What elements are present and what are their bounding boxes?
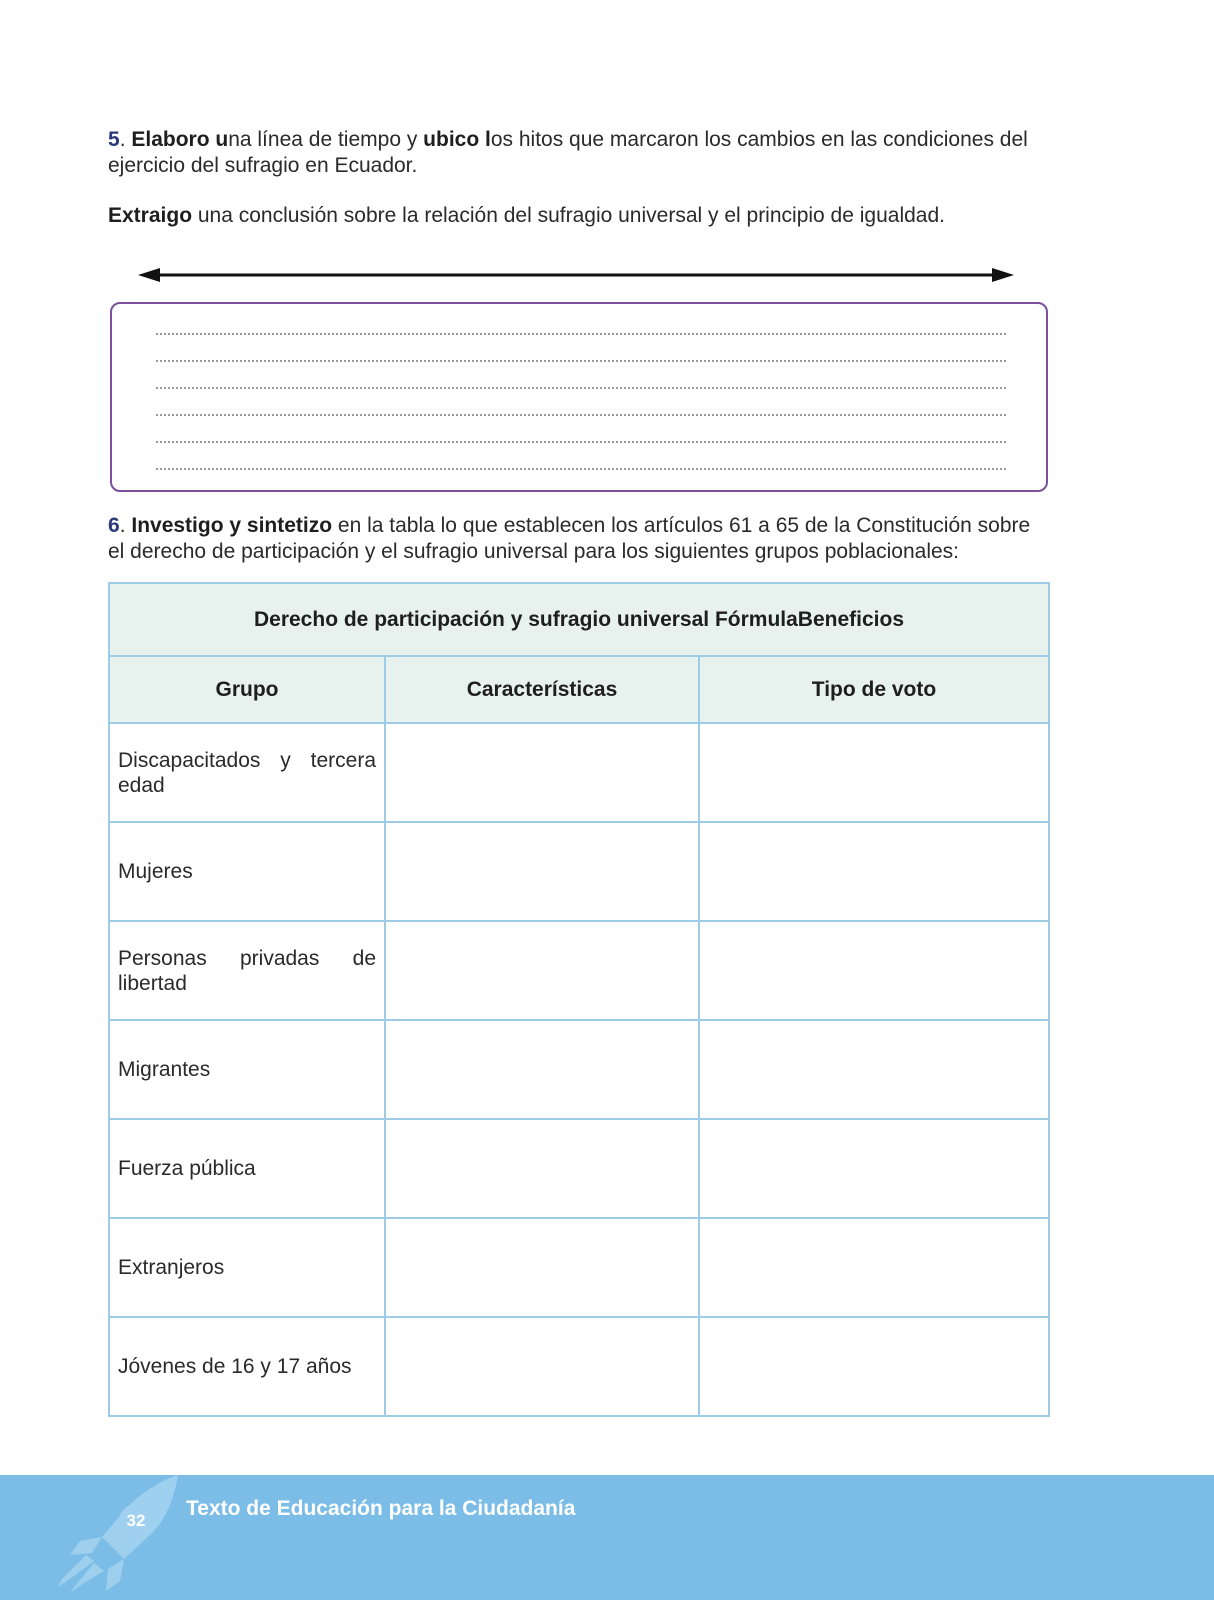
- group-label: Mujeres: [109, 822, 385, 921]
- table-row: [109, 1218, 1049, 1317]
- writing-line: [156, 360, 1006, 362]
- writing-line: [156, 414, 1006, 416]
- column-header-group: Grupo: [109, 656, 385, 723]
- exercise-number: 5: [108, 128, 120, 151]
- vote-type-cell[interactable]: [699, 1119, 1049, 1218]
- characteristics-cell[interactable]: [385, 1218, 699, 1317]
- characteristics-cell[interactable]: [385, 723, 699, 822]
- action-verb: ubico l: [423, 128, 491, 151]
- table-row: [109, 921, 1049, 1020]
- action-verb: Elaboro u: [131, 128, 229, 151]
- group-label: Discapacitados y tercera edad: [109, 723, 385, 822]
- group-label: Personas privadas de libertad: [109, 921, 385, 1020]
- vote-type-cell[interactable]: [699, 1020, 1049, 1119]
- group-label: Extranjeros: [109, 1218, 385, 1317]
- suffrage-table: [108, 582, 1050, 1417]
- group-label: Jóvenes de 16 y 17 años: [109, 1317, 385, 1416]
- column-header-characteristics: Características: [385, 656, 699, 723]
- table-row: [109, 1119, 1049, 1218]
- group-label: Fuerza pública: [109, 1119, 385, 1218]
- action-verb: Investigo y sintetizo: [131, 514, 333, 537]
- table-row: [109, 822, 1049, 921]
- characteristics-cell[interactable]: [385, 1020, 699, 1119]
- writing-line: [156, 333, 1006, 335]
- exercise-5-instruction: 5. Elaboro una línea de tiempo y ubico los hitos que marcaron los cambios en las condiciones del ejercicio del sufragio en Ecuador.: [108, 128, 1028, 177]
- answer-box[interactable]: [110, 302, 1048, 492]
- action-verb: Extraigo: [108, 204, 193, 227]
- writing-line: [156, 441, 1006, 443]
- vote-type-cell[interactable]: [699, 723, 1049, 822]
- writing-line: [156, 468, 1006, 470]
- vote-type-cell[interactable]: [699, 822, 1049, 921]
- footer-title: Texto de Educación para la Ciudadanía: [186, 1497, 576, 1520]
- page-number: 32: [119, 1504, 153, 1538]
- table-row: [109, 1020, 1049, 1119]
- characteristics-cell[interactable]: [385, 921, 699, 1020]
- exercise-6-instruction: 6. Investigo y sintetizo en la tabla lo que establecen los artículos 61 a 65 de la Constitución sobre el derecho de participación y el sufragio universal para los siguientes grupos poblacionales:: [108, 514, 1031, 563]
- writing-line: [156, 387, 1006, 389]
- characteristics-cell[interactable]: [385, 822, 699, 921]
- group-label: Migrantes: [109, 1020, 385, 1119]
- characteristics-cell[interactable]: [385, 1119, 699, 1218]
- vote-type-cell[interactable]: [699, 1218, 1049, 1317]
- table-title: Derecho de participación y sufragio universal FórmulaBeneficios: [109, 583, 1049, 656]
- exercise-5-conclusion-instruction: Extraigo una conclusión sobre la relación del sufragio universal y el principio de igualdad.: [108, 204, 945, 227]
- vote-type-cell[interactable]: [699, 921, 1049, 1020]
- table-row: [109, 723, 1049, 822]
- characteristics-cell[interactable]: [385, 1317, 699, 1416]
- column-header-vote-type: Tipo de voto: [699, 656, 1049, 723]
- vote-type-cell[interactable]: [699, 1317, 1049, 1416]
- page-footer: [0, 1475, 1214, 1600]
- double-arrow-icon: [138, 264, 1014, 286]
- rocket-icon: [40, 1475, 200, 1600]
- table-row: [109, 1317, 1049, 1416]
- exercise-number: 6: [108, 514, 120, 537]
